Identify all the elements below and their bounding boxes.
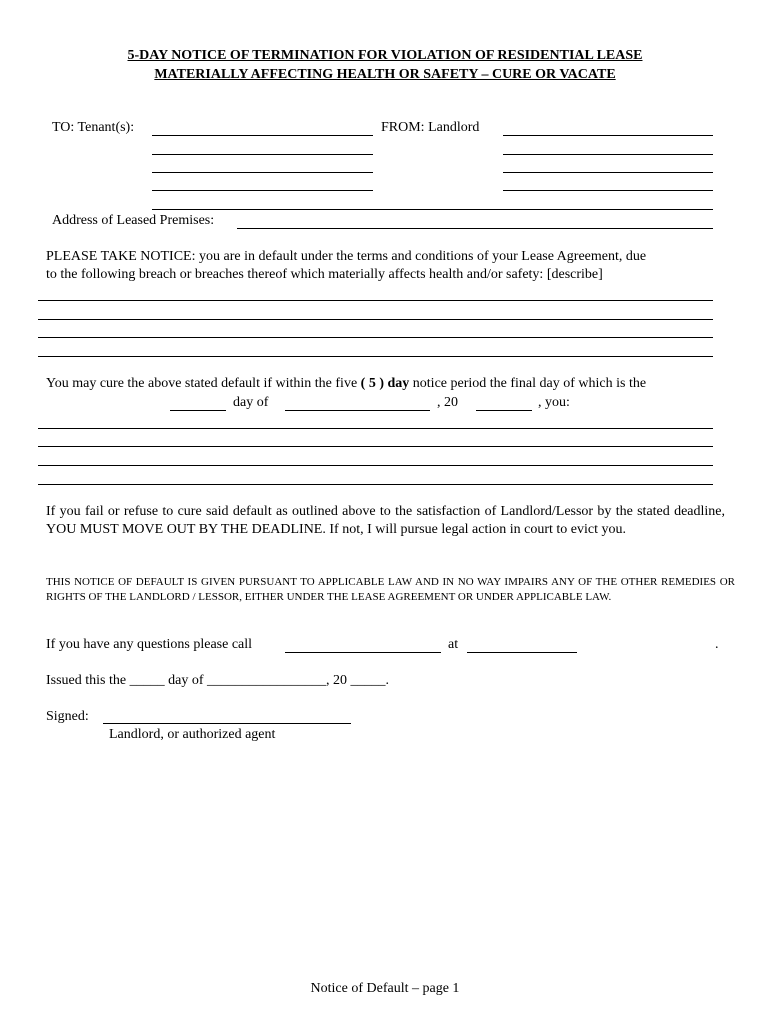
to-tenants-label: TO: Tenant(s): <box>52 120 135 135</box>
address-line[interactable] <box>237 228 713 229</box>
questions-at: at <box>448 637 459 652</box>
signature-caption: Landlord, or authorized agent <box>109 727 276 742</box>
cure-day-of: day of <box>233 395 269 410</box>
cure-action-line-2[interactable] <box>38 446 713 447</box>
breach-description-line-3[interactable] <box>38 337 713 338</box>
cure-year-blank[interactable] <box>476 410 532 411</box>
cure-text-bold: ( 5 ) day <box>360 376 410 391</box>
title-line-1: 5-DAY NOTICE OF TERMINATION FOR VIOLATION OF RESIDENTIAL LEASE <box>127 48 643 63</box>
cure-action-line-1[interactable] <box>38 428 713 429</box>
cure-you: , you: <box>538 395 570 410</box>
cure-action-line-4[interactable] <box>38 484 713 485</box>
breach-description-line-2[interactable] <box>38 319 713 320</box>
signature-line[interactable] <box>103 723 351 724</box>
legal-notice: THIS NOTICE OF DEFAULT IS GIVEN PURSUANT TO APPLICABLE LAW AND IN NO WAY IMPAIRS ANY OF THE OTHER REMEDIES OR RIGHTS OF THE LANDLORD / LESSOR, EITHER UNDER THE LEASE AGREEMENT OR UNDER APPLICABLE LAW. <box>46 576 735 603</box>
cure-text-before: You may cure the above stated default if within the five <box>46 376 361 391</box>
breach-description-line-1[interactable] <box>38 300 713 301</box>
fail-paragraph: If you fail or refuse to cure said default as outlined above to the satisfaction of Landlord/Lessor by the stated deadline, YOU MUST MOVE OUT BY THE DEADLINE. If not, I will pursue legal action in court to evict you. <box>46 504 725 537</box>
from-landlord-label: FROM: Landlord <box>381 120 480 135</box>
tenant-name-line-1[interactable] <box>152 135 373 136</box>
questions-label: If you have any questions please call <box>46 637 253 652</box>
notice-line-1: PLEASE TAKE NOTICE: you are in default under the terms and conditions of your Lease Agreement, due <box>46 249 647 264</box>
title-line-2: MATERIALLY AFFECTING HEALTH OR SAFETY – CURE OR VACATE <box>154 67 616 82</box>
landlord-name-line-1[interactable] <box>503 135 713 136</box>
issued-line: Issued this the _____ day of _________________, 20 _____. <box>46 673 389 688</box>
cure-month-blank[interactable] <box>285 410 430 411</box>
questions-phone-blank[interactable] <box>467 652 577 653</box>
cure-action-line-3[interactable] <box>38 465 713 466</box>
cure-day-blank[interactable] <box>170 410 226 411</box>
cure-text-after: notice period the final day of which is the <box>409 376 647 391</box>
tenant-name-line-3[interactable] <box>152 172 373 173</box>
cure-year-prefix: , 20 <box>437 395 458 410</box>
address-label: Address of Leased Premises: <box>52 213 215 228</box>
tenant-name-line-2[interactable] <box>152 154 373 155</box>
landlord-name-line-2[interactable] <box>503 154 713 155</box>
notice-line-2: to the following breach or breaches thereof which materially affects health and/or safety: [describe] <box>46 267 603 282</box>
tenant-name-line-4[interactable] <box>152 190 373 191</box>
breach-description-line-4[interactable] <box>38 356 713 357</box>
page-footer: Notice of Default – page 1 <box>310 981 460 996</box>
landlord-name-line-3[interactable] <box>503 172 713 173</box>
extra-line[interactable] <box>152 209 713 210</box>
questions-period: . <box>715 637 719 652</box>
signed-label: Signed: <box>46 709 89 724</box>
landlord-name-line-4[interactable] <box>503 190 713 191</box>
cure-line-1 <box>46 375 646 393</box>
questions-contact-blank[interactable] <box>285 652 441 653</box>
